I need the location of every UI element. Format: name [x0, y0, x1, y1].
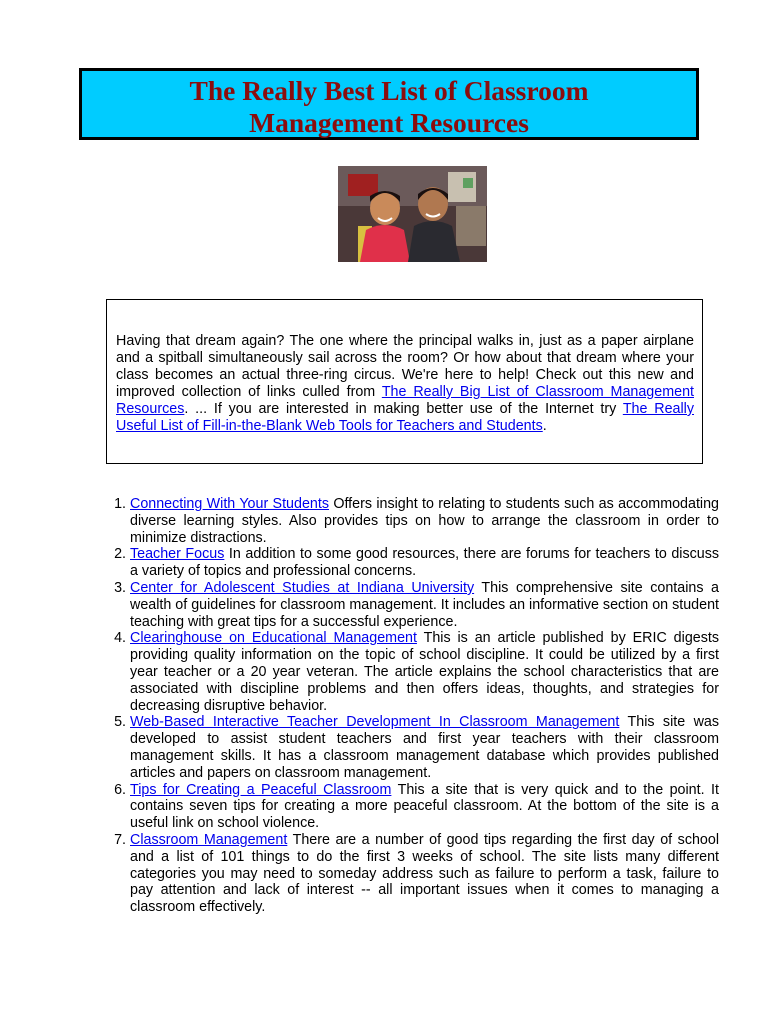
- resource-list: [107, 496, 719, 916]
- resource-link[interactable]: Center for Adolescent Studies at Indiana University: [130, 579, 475, 596]
- resource-description: There are a number of good tips regarding the first day of school and a list of 101 things to do the first 3 weeks of school. The site lists many different categories you may need to someday address such as failure to perform a task, failure to pay attention and lack of interest -- all important issues when it comes to managing a classroom effectively.: [130, 831, 720, 916]
- resource-description: Offers insight to relating to students such as accommodating diverse learning styles. Also provides tips on how to arrange the classroom in order to minimize distractions.: [130, 496, 720, 546]
- resource-link[interactable]: Classroom Management: [130, 831, 288, 848]
- children-photo: [338, 166, 487, 262]
- list-item: [130, 782, 719, 832]
- resource-description: This a site that is very quick and to the point. It contains seven tips for creating a more peaceful classroom. At the bottom of the site is a useful link on school violence.: [130, 781, 719, 832]
- resource-link[interactable]: Tips for Creating a Peaceful Classroom: [130, 781, 392, 798]
- link-fill-in-the-blank-tools[interactable]: The Really Useful List of Fill-in-the-Blank Web Tools for Teachers and Students: [116, 401, 694, 434]
- page-title-line-2: Management Resources: [249, 107, 529, 138]
- resource-description: This site was developed to assist student teachers and first year teachers with their classroom management skills. It has a classroom management database which provides published articles and papers on classroom management.: [130, 714, 719, 781]
- page-title-line-1: The Really Best List of Classroom: [189, 75, 589, 106]
- resource-link[interactable]: Teacher Focus: [130, 546, 225, 563]
- resource-link[interactable]: Connecting With Your Students: [130, 496, 329, 512]
- intro-box: [106, 299, 703, 464]
- intro-text-part-2: . ... If you are interested in making better use of the Internet try: [184, 401, 623, 417]
- photo-two-children-icon: [338, 166, 487, 262]
- intro-paragraph: [116, 333, 694, 435]
- list-item: [130, 630, 719, 714]
- list-item: [130, 832, 719, 916]
- intro-text-part-1: Having that dream again? The one where the principal walks in, just as a paper airplane and a spitball simultaneously sail across the room? Or how about that dream where your class becomes an actual three-ring circus. We're here to help! Check out this new and improved collection of links culled from: [116, 333, 694, 400]
- resource-description: This comprehensive site contains a wealth of guidelines for classroom management. It includes an informative section on student teaching with great tips for a successful experience.: [130, 579, 719, 630]
- page-title: [82, 71, 696, 139]
- link-really-big-list[interactable]: The Really Big List of Classroom Management Resources: [116, 384, 694, 417]
- resource-link[interactable]: Clearinghouse on Educational Management: [130, 630, 417, 647]
- list-item: [130, 714, 719, 781]
- intro-text-part-3: .: [542, 418, 547, 434]
- resource-link[interactable]: Web-Based Interactive Teacher Development In Classroom Management: [130, 714, 620, 731]
- list-item: [130, 580, 719, 630]
- title-banner: [79, 68, 699, 140]
- list-item: [130, 496, 719, 546]
- list-item: [130, 546, 719, 580]
- resource-description: In addition to some good resources, there are forums for teachers to discuss a variety of topics and professional concerns.: [130, 546, 719, 580]
- resource-description: This is an article published by ERIC digests providing quality information on the topic of school discipline. It could be utilized by a first year teacher or a 20 year veteran. The article explains the school characteristics that are associated with discipline problems and then offers ideas, thoughts, and strategies for decreasing disruptive behavior.: [130, 630, 719, 714]
